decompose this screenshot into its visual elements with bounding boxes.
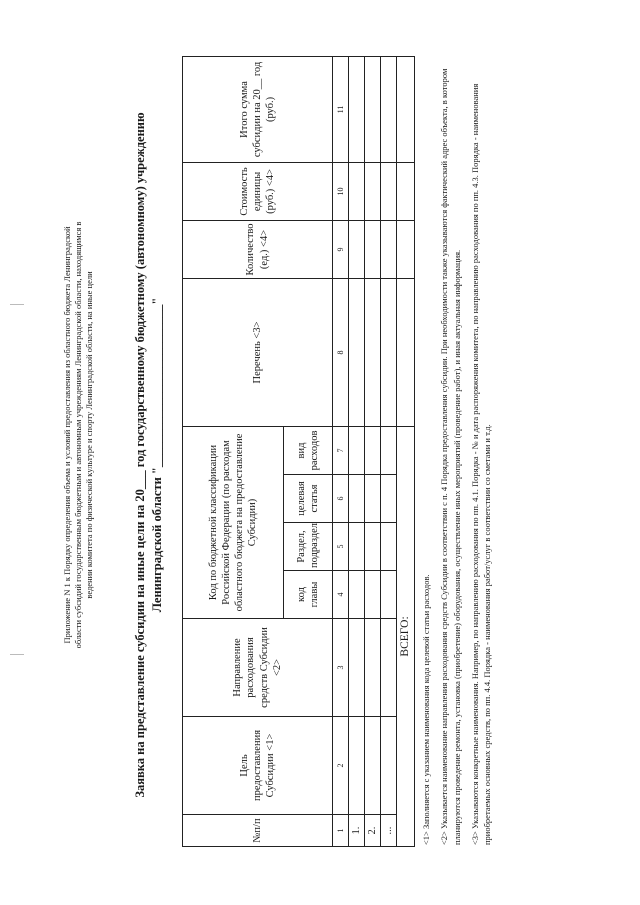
table-cell[interactable]	[381, 162, 397, 220]
table-cell[interactable]	[349, 278, 365, 426]
footnote-1: <1> Заполняется с указанием наименования кода целевой статьи расходов.	[421, 574, 431, 845]
header-list: Перечень <3>	[183, 278, 333, 426]
table-cell[interactable]	[365, 162, 381, 220]
subheader-chapter: код главы	[284, 571, 333, 619]
table-cell[interactable]	[349, 619, 365, 717]
row-number: ...	[381, 815, 397, 847]
header-cost: Стоимость единицы (руб.) <4>	[183, 162, 333, 220]
table-cell[interactable]	[365, 523, 381, 571]
table-cell[interactable]	[349, 220, 365, 278]
header-qty: Количество (ед.) <4>	[183, 220, 333, 278]
column-number: 1	[333, 815, 349, 847]
table-row	[349, 56, 365, 846]
table-cell[interactable]	[381, 426, 397, 474]
column-number: 4	[333, 571, 349, 619]
table-cell[interactable]	[381, 717, 397, 815]
table-row	[365, 56, 381, 846]
table-cell[interactable]	[365, 619, 381, 717]
table-cell[interactable]	[365, 278, 381, 426]
row-number: 2.	[365, 815, 381, 847]
subheader-expense: вид расходов	[284, 426, 333, 474]
document-title	[132, 85, 166, 825]
column-number: 3	[333, 619, 349, 717]
footnotes	[420, 55, 500, 845]
table-cell[interactable]	[365, 426, 381, 474]
column-number: 2	[333, 717, 349, 815]
column-number: 9	[333, 220, 349, 278]
table-cell[interactable]	[381, 56, 397, 162]
row-number: 1.	[349, 815, 365, 847]
total-label: ВСЕГО:	[397, 426, 414, 846]
table-cell[interactable]	[349, 426, 365, 474]
header-direction: Направление расходования средств Субсидии <2>	[183, 619, 333, 717]
table-cell[interactable]	[381, 523, 397, 571]
subheader-target: целевая статья	[284, 475, 333, 523]
column-number: 6	[333, 475, 349, 523]
header-purpose: Цель предоставления Субсидии <1>	[183, 717, 333, 815]
table-cell[interactable]	[365, 571, 381, 619]
title-line-2: Ленинградской области "__________________________"	[149, 297, 164, 613]
table-cell[interactable]	[365, 220, 381, 278]
table-cell[interactable]	[381, 571, 397, 619]
table-cell[interactable]	[365, 717, 381, 815]
column-number-row	[333, 56, 349, 846]
table-cell[interactable]	[381, 278, 397, 426]
column-number: 8	[333, 278, 349, 426]
table-cell[interactable]	[381, 220, 397, 278]
title-line-1: Заявка на представление субсидии на иные цели на 20___ год государственному бюджетному (автономному) учреждению	[133, 112, 147, 798]
table-cell[interactable]	[365, 475, 381, 523]
table-cell[interactable]	[349, 571, 365, 619]
table-cell[interactable]	[397, 278, 414, 426]
page-fold-mark	[10, 654, 24, 655]
total-amount-cell[interactable]	[397, 56, 414, 162]
table-cell[interactable]	[349, 162, 365, 220]
page-fold-mark	[10, 304, 24, 305]
column-number: 7	[333, 426, 349, 474]
table-row	[381, 56, 397, 846]
table-cell[interactable]	[397, 220, 414, 278]
table-cell[interactable]	[349, 56, 365, 162]
header-num: №п/п	[183, 815, 333, 847]
table-cell[interactable]	[349, 717, 365, 815]
total-row	[397, 56, 414, 846]
table-cell[interactable]	[381, 475, 397, 523]
column-number: 11	[333, 56, 349, 162]
subheader-section: Раздел, подраздел	[284, 523, 333, 571]
table-cell[interactable]	[349, 523, 365, 571]
footnote-2: <2> Указывается наименование направления расходования средств Субсидии в соответствии с п. 4 Порядка предоставления субсидии. При необходимости также указываются фактический адрес объекта, в котором планируются проведение ремонта, установка (приобретение) оборудования, осуществление иных мероприятий (проведение работ), и иная актуальная информация.	[439, 68, 462, 845]
header-budget-code: Код по бюджетной классификации Российской Федерации (по расходам областного бюджета на предоставление Субсидии)	[183, 426, 284, 618]
subsidy-request-table	[182, 56, 415, 847]
column-number: 10	[333, 162, 349, 220]
footnote-3: <3> Указываются конкретные наименования. Например, по направлению расходования по пп. 4.1. Порядка - № и дата распоряжения комитета, по направлению расходования по пп. 4.3. Порядка - наименования приобретаемых основных средств, по пп. 4.4. Порядка - наименования работ/услуг в соответствии со сметами и т.д.	[469, 83, 493, 845]
table-cell[interactable]	[397, 162, 414, 220]
header-total: Итого сумма субсидии на 20__ год (руб.)	[183, 56, 333, 162]
table-cell[interactable]	[349, 475, 365, 523]
table-cell[interactable]	[381, 619, 397, 717]
column-number: 5	[333, 523, 349, 571]
appendix-note: Приложение N 1 к Порядку определения объема и условий предоставления из областного бюджета Ленинградской области субсидий государственным бюджетным и автономным учреждениям Ленинградской области, находящимся в ведении комитета по физической культуре и спорту Ленинградской области, на иные цели	[62, 221, 95, 649]
table-cell[interactable]	[365, 56, 381, 162]
